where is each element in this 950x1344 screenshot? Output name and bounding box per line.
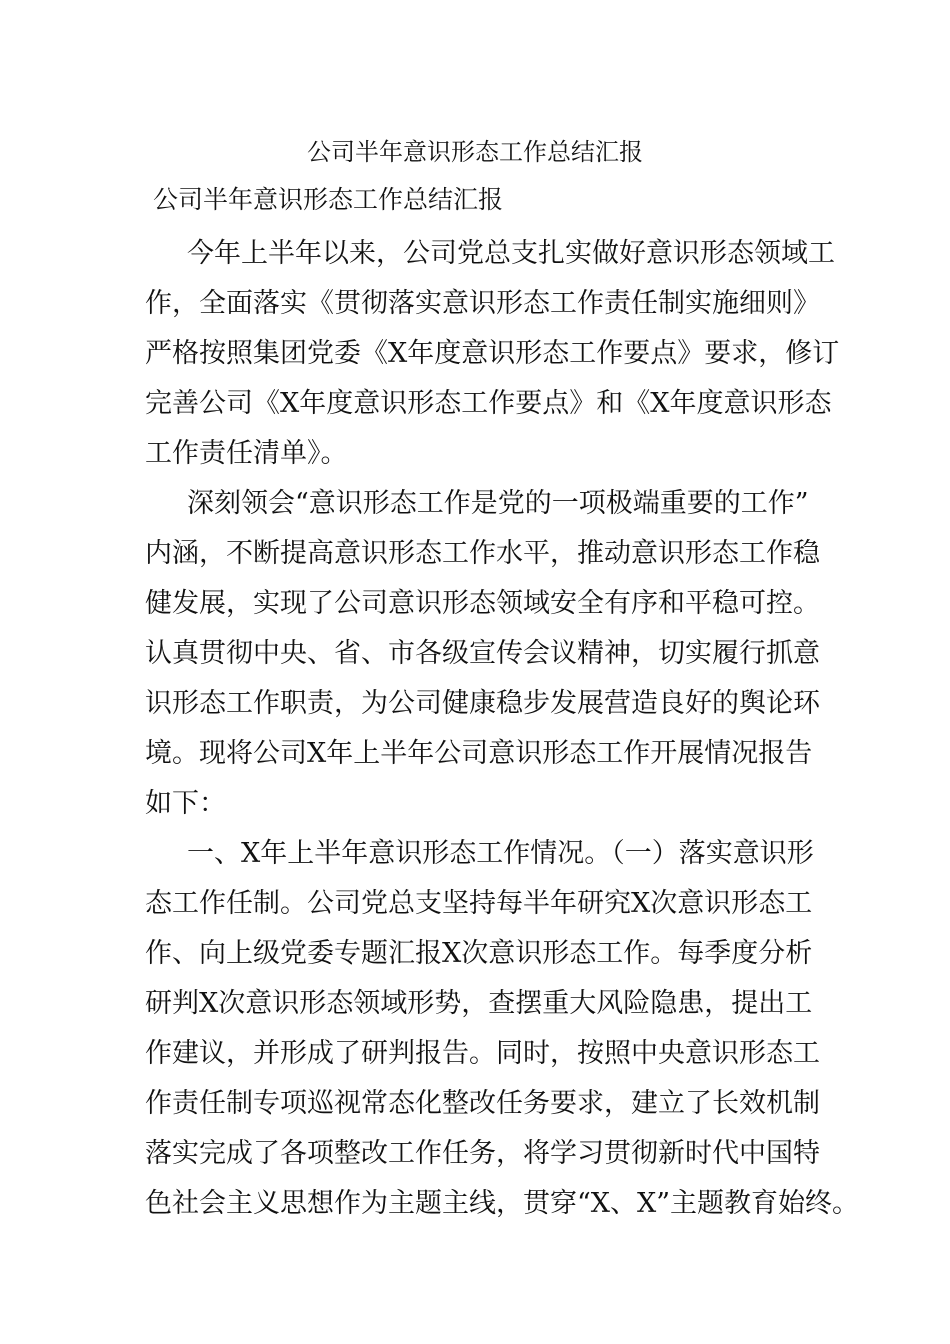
paragraph-line: 健发展，实现了公司意识形态领域安全有序和平稳可控。 <box>145 588 820 619</box>
paragraph-line: 境。现将公司X年上半年公司意识形态工作开展情况报告 <box>145 738 813 769</box>
paragraph-line: 色社会主义思想作为主题主线，贯穿“X、X”主题教育始终。 <box>145 1188 860 1219</box>
paragraph-line: 如下： <box>145 788 226 819</box>
paragraph-line: 作、向上级党委专题汇报X次意识形态工作。每季度分析 <box>145 938 813 969</box>
paragraph-line: 识形态工作职责，为公司健康稳步发展营造良好的舆论环 <box>145 688 820 719</box>
paragraph-line: 完善公司《X年度意识形态工作要点》和《X年度意识形态 <box>145 388 832 419</box>
paragraph-line: 作责任制专项巡视常态化整改任务要求，建立了长效机制 <box>145 1088 820 1119</box>
paragraph-line: 态工作任制。公司党总支坚持每半年研究X次意识形态工 <box>145 888 813 919</box>
paragraph-line: 认真贯彻中央、省、市各级宣传会议精神，切实履行抓意 <box>145 638 820 669</box>
paragraph-line: 作，全面落实《贯彻落实意识形态工作责任制实施细则》 <box>145 288 820 319</box>
paragraph-line: 内涵，不断提高意识形态工作水平，推动意识形态工作稳 <box>145 538 820 569</box>
paragraph-line: 一、X年上半年意识形态工作情况。（一）落实意识形 <box>187 838 814 869</box>
paragraph-line: 深刻领会“意识形态工作是党的一项极端重要的工作” <box>187 488 809 519</box>
paragraph-line: 严格按照集团党委《X年度意识形态工作要点》要求，修订 <box>145 338 840 369</box>
paragraph-line: 今年上半年以来，公司党总支扎实做好意识形态领域工 <box>187 238 835 269</box>
paragraph-line: 落实完成了各项整改工作任务，将学习贯彻新时代中国特 <box>145 1138 820 1169</box>
paragraph-line: 工作责任清单》。 <box>145 438 348 469</box>
document-title: 公司半年意识形态工作总结汇报 <box>307 138 643 166</box>
document-subtitle: 公司半年意识形态工作总结汇报 <box>153 185 504 214</box>
paragraph-line: 作建议，并形成了研判报告。同时，按照中央意识形态工 <box>145 1038 820 1069</box>
paragraph-line: 研判X次意识形态领域形势，查摆重大风险隐患，提出工 <box>145 988 813 1019</box>
